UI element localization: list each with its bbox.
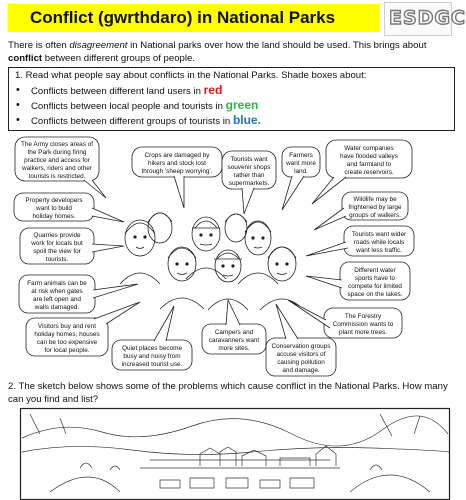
- landscape-sketch: [20, 408, 450, 500]
- svg-text:Different watersports have toc: Different water sports have to compete for limited space on the lakes.: [347, 267, 403, 298]
- task-1-list: [15, 83, 448, 128]
- svg-text:Conservation groupsaccuse visi: Conservation groups accuse visitors of causing pollution and damage.: [271, 343, 331, 374]
- speech-bubble: [14, 193, 124, 222]
- person-sketch: [225, 214, 247, 242]
- speech-bubble: [306, 226, 414, 256]
- people-group: [120, 213, 304, 310]
- task-item-land-users: [15, 83, 448, 98]
- task-item-locals-tourists: [15, 98, 448, 113]
- person-sketch: [120, 220, 160, 284]
- task-item-text: Conflicts between different groups of tourists in: [31, 116, 233, 127]
- svg-text:Water companieshave flooded va: Water companies have flooded valleys and farmland to create reservoirs.: [340, 145, 398, 176]
- svg-text:Wildlife may befrightened by l: Wildlife may be frightened by large groups of walkers.: [348, 196, 402, 219]
- task-1-box: [8, 67, 455, 131]
- keyword-blue: blue.: [232, 113, 261, 127]
- speech-bubble: [314, 192, 408, 230]
- speech-bubble: [132, 147, 222, 208]
- page-title: Conflict (gwrthdaro) in National Parks: [30, 8, 336, 27]
- intro-text: between different groups of people.: [42, 52, 196, 64]
- svg-text:Tourists wantsouvenir shopsrat: Tourists want souvenir shops rather than supermarkets.: [227, 156, 271, 187]
- speech-bubble: [20, 228, 124, 264]
- speech-bubble: [202, 300, 266, 354]
- speech-bubble: [306, 262, 410, 300]
- speech-bubble: [15, 137, 106, 198]
- speech-bubble: [222, 151, 276, 214]
- svg-text:Property developerswant to bui: Property developers want to build holiday homes.: [25, 197, 83, 220]
- logo-text: ESDGC: [389, 7, 466, 29]
- intro-text: There is often: [8, 40, 70, 51]
- task-2-question: 2. The sketch below shows some of the problems which cause conflict in the National Parks. How many can you find and list?: [8, 381, 448, 405]
- keyword-green: green: [225, 98, 259, 112]
- svg-text:Tourists want widerroads while: Tourists want wider roads while locals want less traffic.: [351, 231, 407, 254]
- person-sketch: [260, 247, 304, 310]
- speech-bubble: [288, 300, 402, 338]
- intro-emphasis: disagreement: [69, 40, 128, 51]
- person-sketch: [160, 247, 204, 309]
- person-sketch: [148, 213, 172, 243]
- intro-text: in National parks over how the land should be used. This brings about: [127, 40, 427, 51]
- svg-text:Visitors buy and rentholiday h: Visitors buy and rent holiday homes; houses can be too expensive for local people.: [34, 323, 100, 354]
- speech-bubble: [112, 306, 192, 370]
- conflict-illustration: [14, 134, 446, 378]
- task-item-tourist-groups: [15, 113, 448, 128]
- task-1-question: 1. Read what people say about conflicts in the National Parks. Shade boxes about:: [15, 70, 367, 81]
- sketch-frame: [21, 409, 450, 500]
- svg-text:Campers andcaravanners wantmor: Campers and caravanners want more sites.: [208, 329, 260, 352]
- svg-text:Crops are damaged byhikers and: Crops are damaged by hikers and stock lost through 'sheep worrying'.: [141, 152, 213, 175]
- svg-text:Farmerswant moreland.: Farmers want more land.: [286, 152, 316, 175]
- esdgc-logo: [384, 2, 466, 36]
- task-item-text: Conflicts between local people and tourists in: [31, 101, 226, 112]
- svg-text:The Army closes areas ofthe Pa: The Army closes areas of the Park during firing practice and access for walkers, riders and other tourists is restricted.: [20, 141, 94, 180]
- svg-text:Quarries providework for local: Quarries provide work for locals but spoil the view for tourists.: [31, 232, 83, 263]
- keyword-red: red: [203, 83, 223, 97]
- svg-text:The ForestryCommission wants t: The Forestry Commission wants to plant more trees.: [332, 313, 394, 336]
- intro-bold: conflict: [8, 52, 43, 64]
- task-item-text: Conflicts between different land users in: [31, 86, 204, 97]
- speech-bubble: [19, 275, 138, 313]
- intro-paragraph: [8, 40, 450, 65]
- svg-text:Quiet places becomebusy and no: Quiet places become busy and noisy from increased tourist use.: [121, 345, 183, 368]
- person-sketch: [186, 217, 226, 279]
- svg-text:Farm animals can beat risk whe: Farm animals can be at risk when gates are left open and walls damaged.: [27, 280, 87, 311]
